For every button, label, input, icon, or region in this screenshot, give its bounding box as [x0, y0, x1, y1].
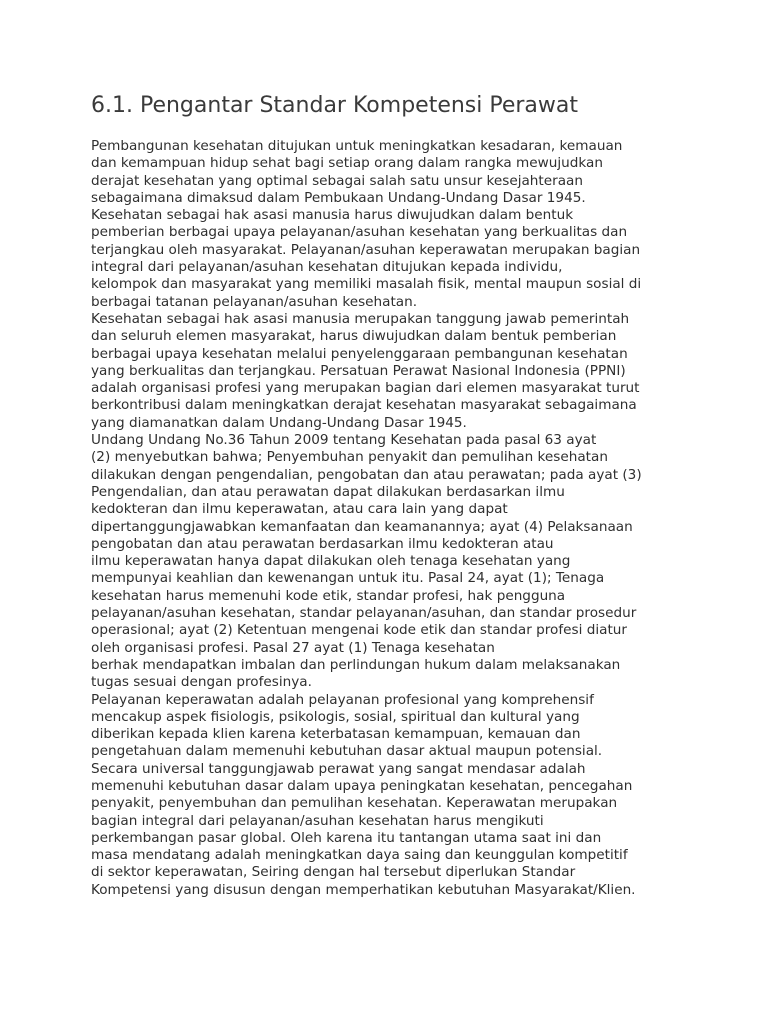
- text-line: (2) menyebutkan bahwa; Penyembuhan penyakit dan pemulihan kesehatan: [91, 449, 608, 466]
- text-line: Kesehatan sebagai hak asasi manusia harus diwujudkan dalam bentuk: [91, 207, 574, 224]
- text-line: Pelayanan keperawatan adalah pelayanan profesional yang komprehensif: [91, 691, 594, 708]
- text-line: pengetahuan dalam memenuhi kebutuhan dasar aktual maupun potensial.: [91, 743, 603, 760]
- text-line: kedokteran dan ilmu keperawatan, atau cara lain yang dapat: [91, 501, 508, 518]
- document-body: [91, 138, 691, 899]
- text-line: penyakit, penyembuhan dan pemulihan kesehatan. Keperawatan merupakan: [91, 795, 618, 812]
- text-line: oleh organisasi profesi. Pasal 27 ayat (1) Tenaga kesehatan: [91, 639, 495, 656]
- text-line: pelayanan/asuhan kesehatan, standar pelayanan/asuhan, dan standar prosedur: [91, 605, 637, 622]
- text-line: tugas sesuai dengan profesinya.: [91, 674, 312, 691]
- text-line: Kompetensi yang disusun dengan memperhatikan kebutuhan Masyarakat/Klien.: [91, 881, 636, 898]
- text-line: berbagai upaya kesehatan melalui penyelenggaraan pembangunan kesehatan: [91, 345, 628, 362]
- text-line: memenuhi kebutuhan dasar dalam upaya peningkatan kesehatan, pencegahan: [91, 777, 633, 794]
- text-line: ilmu keperawatan hanya dapat dilakukan oleh tenaga kesehatan yang: [91, 553, 571, 570]
- text-line: integral dari pelayanan/asuhan kesehatan ditujukan kepada individu,: [91, 259, 563, 276]
- text-line: Kesehatan sebagai hak asasi manusia merupakan tanggung jawab pemerintah: [91, 310, 630, 327]
- text-line: Pembangunan kesehatan ditujukan untuk meningkatkan kesadaran, kemauan: [91, 138, 623, 154]
- text-line: berkontribusi dalam meningkatkan derajat kesehatan masyarakat sebagaimana: [91, 397, 637, 414]
- page-title: 6.1. Pengantar Standar Kompetensi Perawat: [91, 93, 579, 118]
- text-line: diberikan kepada klien karena keterbatasan kemampuan, kemauan dan: [91, 726, 581, 743]
- text-line: adalah organisasi profesi yang merupakan bagian dari elemen masyarakat turut: [91, 380, 640, 397]
- text-line: yang berkualitas dan terjangkau. Persatuan Perawat Nasional Indonesia (PPNI): [91, 362, 626, 379]
- text-line: Undang Undang No.36 Tahun 2009 tentang Kesehatan pada pasal 63 ayat: [91, 432, 597, 449]
- text-line: kesehatan harus memenuhi kode etik, standar profesi, hak pengguna: [91, 587, 566, 604]
- text-line: Pengendalian, dan atau perawatan dapat dilakukan berdasarkan ilmu: [91, 483, 565, 500]
- text-line: perkembangan pasar global. Oleh karena itu tantangan utama saat ini dan: [91, 829, 602, 846]
- text-line: Secara universal tanggungjawab perawat yang sangat mendasar adalah: [91, 760, 586, 777]
- text-line: operasional; ayat (2) Ketentuan mengenai kode etik dan standar profesi diatur: [91, 622, 627, 639]
- text-line: mencakup aspek fisiologis, psikologis, sosial, spiritual dan kultural yang: [91, 708, 580, 725]
- text-line: derajat kesehatan yang optimal sebagai salah satu unsur kesejahteraan: [91, 172, 583, 189]
- text-line: dan seluruh elemen masyarakat, harus diwujudkan dalam bentuk pemberian: [91, 328, 617, 345]
- text-line: berbagai tatanan pelayanan/asuhan kesehatan.: [91, 293, 418, 310]
- text-line: dan kemampuan hidup sehat bagi setiap orang dalam rangka mewujudkan: [91, 155, 603, 172]
- text-line: terjangkau oleh masyarakat. Pelayanan/asuhan keperawatan merupakan bagian: [91, 241, 641, 258]
- text-line: masa mendatang adalah meningkatkan daya saing dan keunggulan kompetitif: [91, 847, 628, 864]
- text-line: pemberian berbagai upaya pelayanan/asuhan kesehatan yang berkualitas dan: [91, 224, 628, 241]
- text-line: dipertanggungjawabkan kemanfaatan dan keamanannya; ayat (4) Pelaksanaan: [91, 518, 633, 535]
- text-line: kelompok dan masyarakat yang memiliki masalah fisik, mental maupun sosial di: [91, 276, 642, 293]
- text-line: di sektor keperawatan, Seiring dengan hal tersebut diperlukan Standar: [91, 864, 576, 881]
- text-line: berhak mendapatkan imbalan dan perlindungan hukum dalam melaksanakan: [91, 656, 621, 673]
- text-line: dilakukan dengan pengendalian, pengobatan dan atau perawatan; pada ayat (3): [91, 466, 642, 483]
- text-line: bagian integral dari pelayanan/asuhan kesehatan harus mengikuti: [91, 812, 544, 829]
- text-line: mempunyai keahlian dan kewenangan untuk itu. Pasal 24, ayat (1); Tenaga: [91, 570, 605, 587]
- text-line: yang diamanatkan dalam Undang-Undang Dasar 1945.: [91, 414, 467, 431]
- text-line: sebagaimana dimaksud dalam Pembukaan Undang-Undang Dasar 1945.: [91, 189, 586, 206]
- text-line: pengobatan dan atau perawatan berdasarkan ilmu kedokteran atau: [91, 535, 554, 552]
